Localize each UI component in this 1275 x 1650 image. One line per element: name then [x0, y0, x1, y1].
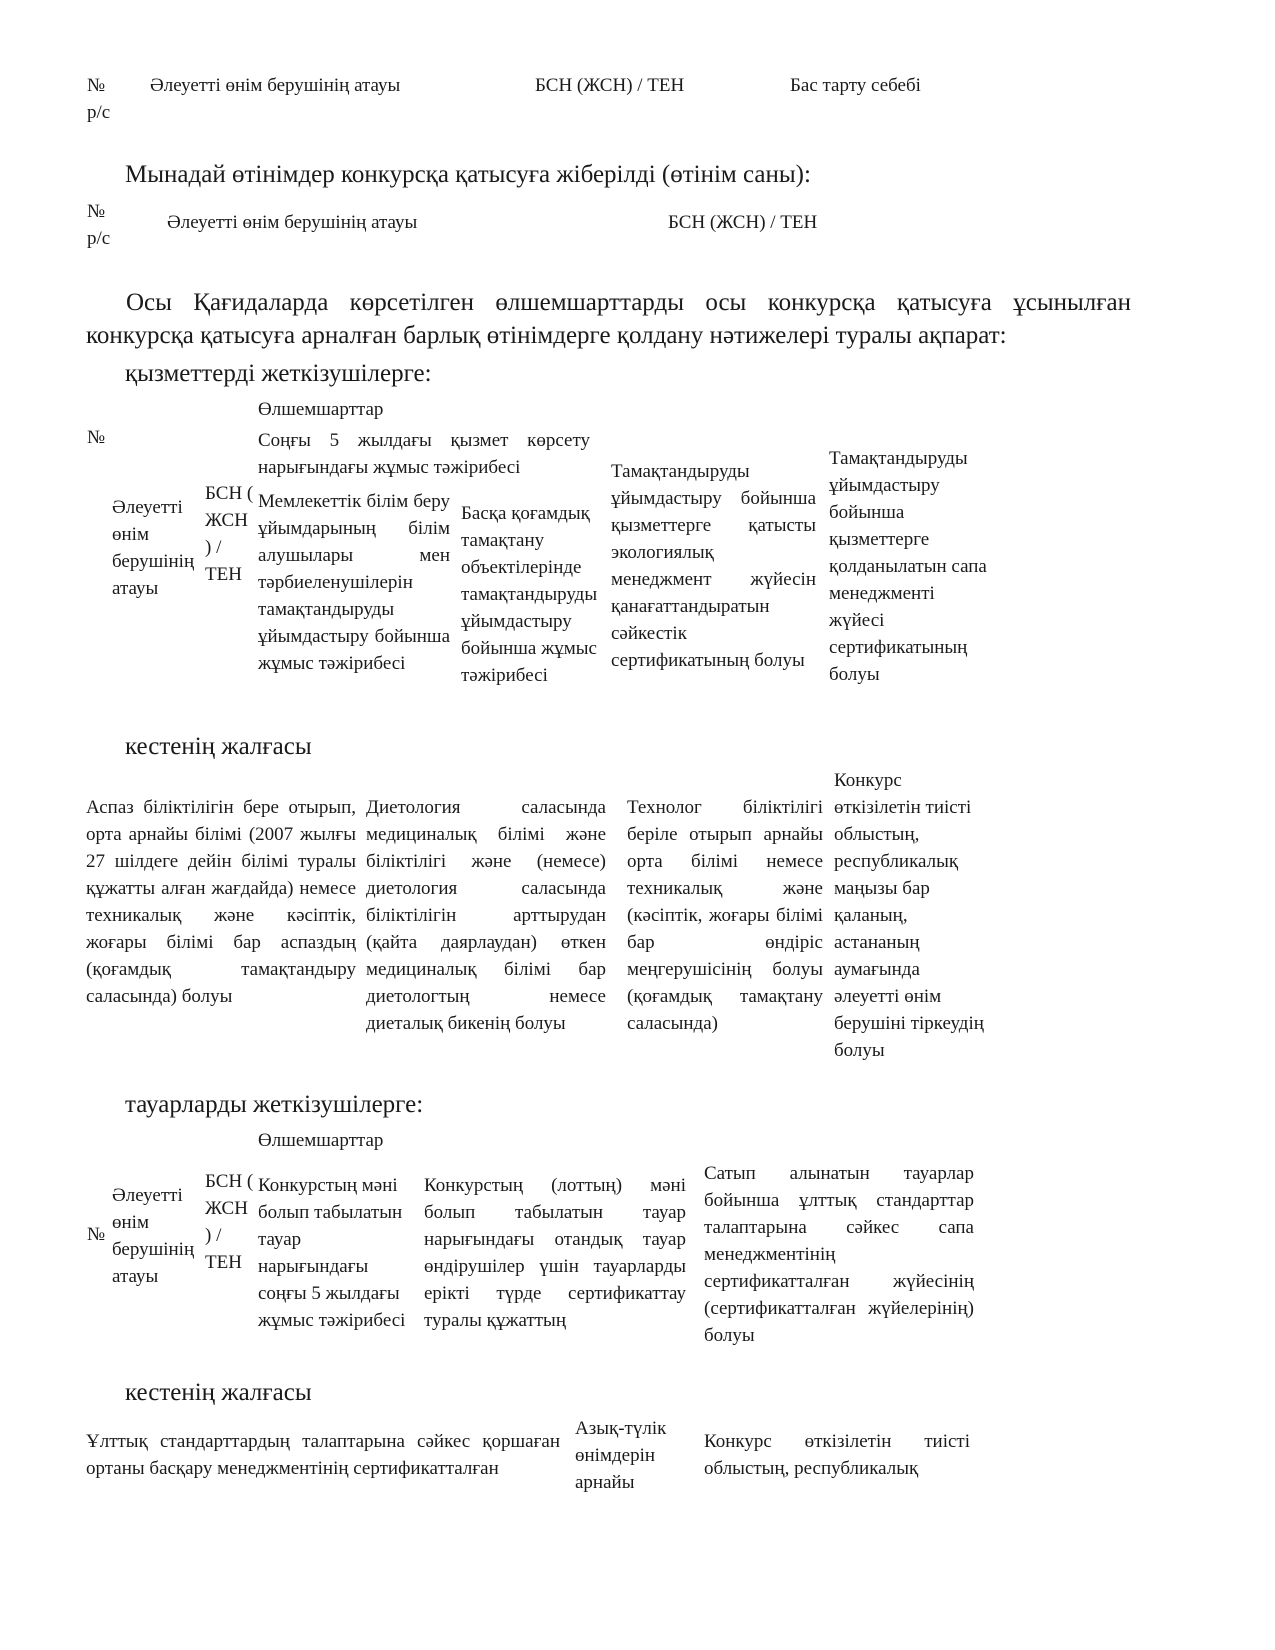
services-bin-header: БСН ( ЖСН ) / ТЕН [205, 483, 254, 585]
admitted-heading: Мынадай өтінімдер конкурсқа қатысуға жіберілді (өтінім саны): [125, 161, 811, 188]
services-continued-heading: кестенің жалғасы [125, 733, 312, 760]
services-col-eco: Тамақтандыруды ұйымдастыру бойынша қызметтерге қатысты экологиялық менеджмент жүйесін қанағаттандыратын сәйкестік сертификатының болуы [611, 461, 816, 671]
rejected-name-header: Әлеуетті өнім берушінің атауы [150, 75, 401, 96]
services-name-header: Әлеуетті өнім берушінің атауы [112, 497, 195, 599]
services-col-other: Басқа қоғамдық тамақтану объектілерінде тамақтандыруды ұйымдастыру бойынша жұмыс тәжірибесі [461, 503, 598, 686]
goods-name-header: Әлеуетті өнім берушінің атауы [112, 1185, 195, 1287]
rejected-reason-header: Бас тарту себебі [790, 75, 921, 96]
goods-col-national: Сатып алынатын тауарлар бойынша ұлттық стандарттар талаптарына сәйкес сапа менеджментінің сертификатталған жүйесінің (сертификатталған жүйелерінің) болуы [704, 1163, 974, 1346]
services-criteria-label: Өлшемшарттар [258, 399, 384, 420]
goods-col-food: Азық-түлік өнімдерін арнайы [575, 1418, 667, 1493]
goods-num-header: № [87, 1224, 106, 1245]
goods-col-env: Ұлттық стандарттардың талаптарына сәйкес қоршаған ортаны басқару менеджментінің сертификатталған [86, 1431, 560, 1479]
rejected-bin-header: БСН (ЖСН) / ТЕН [535, 75, 685, 96]
admitted-bin-header: БСН (ЖСН) / ТЕН [668, 212, 818, 233]
goods-criteria-label: Өлшемшарттар [258, 1130, 384, 1151]
services-num-header: № [87, 427, 106, 448]
goods-bin-header: БСН ( ЖСН ) / ТЕН [205, 1171, 254, 1273]
criteria-paragraph: Осы Қағидаларда көрсетілген өлшемшарттарды осы конкурсқа қатысуға ұсынылған конкурсқа қатысуға арналған барлық өтінімдерге қолдану нәтижелері туралы ақпарат: [86, 289, 1131, 349]
services-col-diet: Диетология саласында медициналық білімі және біліктілігі және (немесе) диетология саласында біліктілігін арттырудан (қайта даярлаудан) өткен медициналық білімі бар диетологтың немесе диеталық бикенің болуы [366, 797, 606, 1034]
services-col-tech: Технолог біліктілігі беріле отырып арнайы орта білімі немесе техникалық және (кәсіптік, жоғары білімі бар өндіріс меңгерушісінің болуы (қоғамдық тамақтану саласында) [627, 797, 823, 1034]
services-col-cook: Аспаз біліктілігін бере отырып, орта арнайы білімі (2007 жылғы 27 шілдеге дейін білімі туралы құжатты алған жағдайда) немесе техникалық және кәсіптік, жоғары білімі бар аспаздың (қоғамдық тамақтандыру саласында) болуы [86, 797, 356, 1007]
goods-continued-heading: кестенің жалғасы [125, 1379, 312, 1406]
services-col-state: Мемлекеттік білім беру ұйымдарының білім алушылары мен тәрбиеленушілерін тамақтандыруды ұйымдастыру бойынша жұмыс тәжірибесі [258, 491, 450, 674]
goods-col-voluntary: Конкурстың (лоттың) мәні болып табылатын тауар нарығындағы отандық тауар өндірушілер үшін тауарларды ерікті түрде сертификаттау туралы құжаттың [424, 1175, 686, 1331]
admitted-num-header: № р/с [87, 201, 111, 249]
rejected-num-header: № р/с [87, 75, 111, 123]
admitted-name-header: Әлеуетті өнім берушінің атауы [167, 212, 418, 233]
services-experience-group: Соңғы 5 жылдағы қызмет көрсету нарығындағы жұмыс тәжірибесі [258, 430, 590, 478]
services-col-region: Конкурс өткізілетін тиісті облыстың, республикалық маңызы бар қаланың, астананың аумағында әлеуетті өнім берушіні тіркеудің болуы [834, 770, 984, 1061]
goods-col-market: Конкурстың мәні болып табылатын тауар нарығындағы соңғы 5 жылдағы жұмыс тәжірибесі [258, 1175, 406, 1331]
goods-col-region: Конкурс өткізілетін тиісті облыстың, республикалық [704, 1431, 970, 1479]
services-heading: қызметтерді жеткізушілерге: [125, 360, 432, 387]
goods-heading: тауарларды жеткізушілерге: [125, 1091, 424, 1118]
services-col-quality: Тамақтандыруды ұйымдастыру бойынша қызметтерге қолданылатын сапа менеджменті жүйесі сертификатының болуы [829, 448, 987, 685]
